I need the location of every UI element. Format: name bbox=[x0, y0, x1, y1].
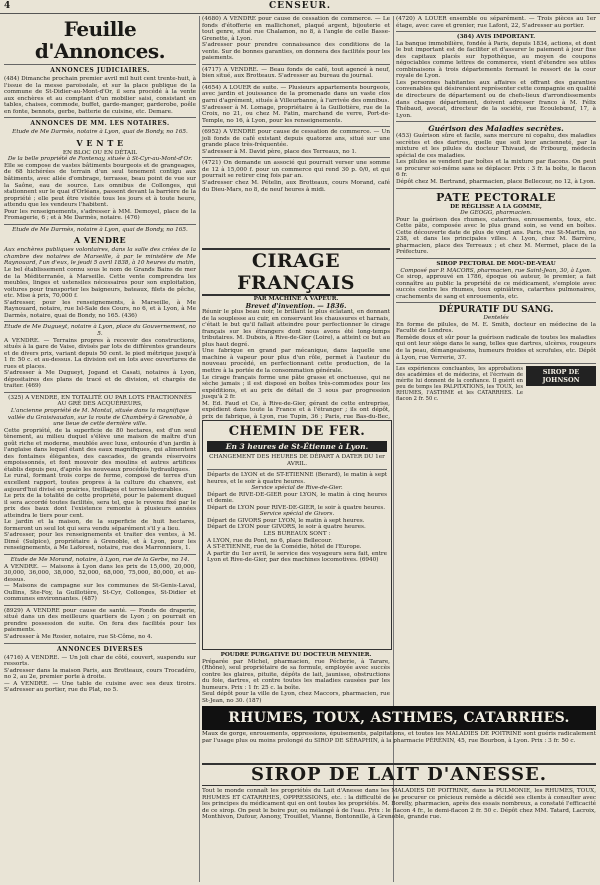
advert-title: SIROP DE LAIT D'ANESSE. bbox=[202, 763, 596, 786]
advert-subtitle: PAR MACHINE A VAPEUR. bbox=[253, 296, 339, 302]
notice: — A VENDRE. — Une table de cuisine avec ses deux tiroirs. S'adresser au portier, rue du Plat, no 5. bbox=[4, 680, 196, 694]
column-middle bbox=[202, 16, 390, 246]
divider bbox=[396, 121, 596, 122]
advert-text: Les expériences concluantes, les approbations des académies et de médecins, et l'écrivain de mérite lui donnent de la confiance. Il guérit en peu de temps les PALPITATIONS, les TOUX, les RHUMES, l'ASTHME et les CATARRHES. Le flacon 2 fr. 50 c. bbox=[396, 366, 523, 403]
divider bbox=[4, 392, 196, 393]
notice: (8929) A VENDRE pour cause de santé. — Fonds de draperie, situé dans un des meilleurs quartiers de Lyon ; on pourrait en prendre possession de suite. On fera des facilités pour les paiements. bbox=[4, 607, 196, 634]
advert-title: DÉPURATIF DU SANG. bbox=[438, 305, 554, 316]
notice: S'adresser, pour les renseignements et traiter des ventes, à M. Dimé (Sulpice), propriétaire à Grenoble, et à Lyon, pour les renseignements, à Me Laforest, notaire, rue des Marronniers, 1. bbox=[4, 532, 196, 552]
divider bbox=[396, 363, 596, 364]
advert-banner: En 3 heures de St-Étienne à Lyon. bbox=[207, 441, 387, 452]
notice: A VENDRE. — Maisons à Lyon dans les prix de 15,000, 20,000, 30,000, 36,000, 38,000, 52,000, 68,000, 75,000, 80,000, et au-dessus. bbox=[4, 563, 196, 583]
divider bbox=[202, 64, 390, 65]
advert-subtitle: De GEOGG, pharmacien. bbox=[460, 210, 532, 217]
schedule-notice: CHANGEMENT DES HEURES DE DÉPART A DATER DU 1er AVRIL. bbox=[209, 454, 385, 467]
column-right bbox=[396, 16, 596, 702]
notary-office: Etude de Me Dugueyt, notaire à Lyon, place du Gouvernement, no 5. bbox=[4, 324, 196, 337]
notary-office: Etude de Me Darmès, notaire à Lyon, quai de Bondy, no 165. bbox=[12, 129, 188, 136]
divider bbox=[396, 258, 596, 259]
notice: A VENDRE. — Terrains propres à recevoir des constructions, situés à la gare de Vaise, divisés par lots de différentes grandeurs et de divers prix, variant depuis 50 cent. le pied métrique jusqu'à 1 fr. 50 c. et au-dessus. La division est en lots avec ouvertures de rues et places. bbox=[4, 337, 196, 370]
divider bbox=[396, 188, 596, 189]
page-header bbox=[0, 0, 600, 14]
advert-text: Maux de gorge, enrouements, oppressions, épuisements, palpitations, et toutes les MALADIES DE POITRINE sont guéris radicalement par l'usage plus ou moins prolongé du SIROP DE SÉRAPHIN, à la pharmacie PÉRÉNIN, 45, rue Bourbon, à Lyon. Prix : 3 fr. 50 c. bbox=[202, 731, 596, 744]
advert-text: Pour la guérison des rhumes, catarrhes, enrouements, toux, etc. Cette pâte, composée avec le plus grand soin, se vend en boîtes. Cette découverte date de plus de vingt ans. Paris, rue St-Martin, no 238, et dans les principales villes. A Lyon, chez M. Barrère, pharmacien, place des Terreaux ; et chez M. Mermet, place de la Préfecture. bbox=[396, 216, 596, 256]
notice: Pour les renseignements, s'adresser à MM. Demoyel, place de la Fromagerie, 6 ; et à Me Darmès, notaire. (476) bbox=[4, 208, 196, 222]
advert-text: Seul dépôt pour la ville de Lyon, chez Maccors, pharmacien, rue St-Jean, no 30. (187) bbox=[202, 691, 390, 704]
notary-office: Etude de Me Morand, notaire, à Lyon, rue de la Gerbe, no 14. bbox=[10, 557, 190, 563]
divider bbox=[4, 605, 196, 606]
notice: S'adresser dans la maison Paris, aux Brotteaux, cours Trocadéro, no 2, au 2e, premier porte à droite. bbox=[4, 667, 196, 681]
notice: (453) Guérison sûre et facile, sans mercure ni copahu, des maladies secrètes et des dartres, quelle que soit leur ancienneté, par la mixture et les pilules du docteur Thivaud, de Fribourg, médecin spécial de ces maladies. bbox=[396, 133, 596, 159]
subheading-notaries: ANNONCES DE MM. LES NOTAIRES. bbox=[30, 120, 170, 128]
advert-text: Ce sirop, approuvé en 1786, époque où auteur, le premier, a fait connaître au public la propriété de ce médicament, s'emploie avec succès contre les rhumes, toux opiniâtres, catarrhes pulmonaires, crachements de sang et enrouements, etc. bbox=[396, 274, 596, 300]
schedule-section: Service spécial de Givors. bbox=[259, 511, 335, 518]
advert-text: Une fabrique en grand par mécanique, dans laquelle une machine à vapeur pour plus d'un rôle, permet à l'auteur du nouveau procédé, en perfectionnant cette production, de la mettre à la portée de la consommation générale. bbox=[202, 348, 390, 375]
poudre-advert bbox=[202, 652, 390, 704]
notice: S'adresser à Me Dugueyt, Jogand et Casati, notaires à Lyon, dépositaires des plans de tracé et de division, et chargés de traiter. (469) bbox=[4, 370, 196, 390]
railway-advert bbox=[202, 420, 392, 650]
divider bbox=[202, 126, 390, 127]
divider bbox=[4, 117, 196, 118]
notice: (4721) On demande un associé qui pourrait verser une somme de 12 à 15,000 f. pour un commerce qui rend 30 p. 0/0, et qui pourrait se retirer cinq fois par an. bbox=[202, 160, 390, 180]
advert-subtitle: Composé par P. MACORS, pharmacien, rue Saint-Jean, 30, à Lyon. bbox=[400, 267, 592, 274]
notice-title: V E N T E bbox=[76, 137, 124, 148]
divider bbox=[4, 643, 196, 644]
divider bbox=[4, 321, 196, 322]
advert-title: POUDRE PURGATIVE DU DOCTEUR MEYNIER. bbox=[220, 652, 372, 658]
notice: Les personnes habitantes aux affaires et offrant des garanties convenables qui désireraient représenter cette compagnie en qualité de directeurs de département ou de chefs-lieux d'arrondissements dans chaque département, doivent adresser franco à M. Félix Thébaud, avocat, directeur de la société, rue Ecoulebœuf, 17, à Lyon. bbox=[396, 79, 596, 119]
divider bbox=[4, 554, 196, 555]
notice: (484) Dimanche prochain premier avril mil huit cent trente-huit, à l'issue de la messe paroissiale, et sur la place publique de la commune de St-Didier-au-Mont-d'Or, il sera procédé à la vente aux enchères et au comptant d'un mobilier saisi, consistant en tables, chaises, commode, buffet, garde-manger, garderobe, poêle en fonte, bennots, gerbe, batterie de cuisine, etc. Demare. bbox=[4, 76, 196, 115]
advert-title: PATE PECTORALE bbox=[436, 190, 556, 204]
rhumes-text bbox=[202, 731, 596, 761]
notice: Elle se compose de vastes bâtiments bourgeois et de grangeages, de 68 hichérées de terrain d'un seul tenement contigu aux bâtiments, avec allée d'ombrage, terrasse, beau point de vue sur la Saône, eau de source. Les omnibus de Collonges, qui stationnent sur le quai d'Orléans, passent devant la barrière de la propriété ; elle peut être visitée tous les jours et à toute heure, attendu que les vendeurs l'habitent. bbox=[4, 162, 196, 209]
advert-title: Guérison des Maladies secrètes. bbox=[428, 124, 564, 134]
notice: (4720) A LOUER ensemble ou séparément. — Trois pièces au 1er étage, avec cave et grenier, rue Lafont, 22, S'adresser au portier. bbox=[396, 16, 596, 29]
page-number: 4 bbox=[4, 1, 11, 11]
advert-title: SIROP PECTORAL DE MOU-DE-VEAU bbox=[436, 260, 556, 267]
newspaper-title: CENSEUR. bbox=[268, 1, 332, 11]
advert-text: Tout le monde connaît les propriétés du Lait d'Anesse dans les MALADIES DE POITRINE, dans la PULMONIE, les RHUMES, TOUX, RHUMES ET CATARRHES, OPPRESSIONS, etc. : la difficulté de se procurer ce précieux remède a décidé ses clients à consulter avec les principes du médicament qui en ont toutes les propriétés. M. Borelly, pharmacien, après des essais nombreux, a constaté l'efficacité de ce sirop. On peut le boire pur, ou mélangé à de l'eau. Prix : le flacon 4 fr., le demi-flacon 2 fr. 50 c. Dépôt chez MM. Tatard, Lacroix, Monthivon, Dufour, Asnony, Trouillet, Vianne, Bontonnille, à Grenoble, grande rue. bbox=[202, 788, 596, 821]
notice: (6952) A VENDRE pour cause de cessation de commerce. — Un joli fonds de café existant depuis quatorze ans, situé sur une grande place très-fréquentée. bbox=[202, 129, 390, 149]
notice-subtitle: EN BLOC OU EN DÉTAIL bbox=[62, 149, 138, 156]
advert-title: RHUMES, TOUX, ASTHMES, CATARRHES. bbox=[228, 710, 570, 726]
section-heading: Feuille d'Annonces. bbox=[34, 17, 166, 63]
notice: S'adresser à M. David père, place des Terreaux, no 1. bbox=[202, 148, 357, 155]
divider bbox=[202, 82, 390, 83]
schedule-line: Départ de GIVORS pour LYON, le matin à sept heures. bbox=[207, 517, 365, 524]
notice-title: (384) AVIS IMPORTANT. bbox=[456, 34, 536, 41]
divider bbox=[207, 469, 387, 470]
notice: Le jardin et la maison, de la superficie de huit hectares, formeront un seul lot qui sera vendu séparément s'il y a lieu. bbox=[4, 519, 196, 532]
rhumes-banner bbox=[202, 706, 596, 730]
schedule-line: Départ de LYON pour GIVORS, le soir à quatre heures. bbox=[207, 524, 366, 531]
notary-office: Etude de Me Darmès, notaire à Lyon, quai de Bondy, no 165. bbox=[12, 226, 188, 233]
schedule-section: Service spécial de Rive-de-Gier. bbox=[251, 485, 343, 492]
schedule-line: Départs de LYON et de ST-ETIENNE (Berard), le matin à sept heures, et le soir à quatre heures. bbox=[207, 472, 387, 485]
advert-text: Préparée par Michel, pharmacien, rue Pécherie, à Tarare, (Rhône), seul propriétaire de sa formule, employée avec succès contre les glaires, pituite, dépôts de lait, jaunisse, obstructions du foie, dartres, et contre toutes les maladies causées par les humeurs. Prix : 1 fr. 25 c. la boîte. bbox=[202, 658, 390, 691]
schedule-line: Départ de RIVE-DE-GIER pour LYON, le matin à cinq heures et demie. bbox=[207, 491, 387, 505]
cirage-advert bbox=[202, 248, 390, 420]
office-line: A LYON, rue du Pont, no 6, place Bellecour. bbox=[207, 537, 333, 544]
advert-title: SIROP DE JOHNSON bbox=[526, 366, 596, 386]
advert-subtitle: DE RÉGLISSE A LA GOMME, bbox=[450, 203, 542, 210]
notice: Dépôt chez M. Bertrand, pharmacien, place Bellecour, no 12, à Lyon. bbox=[396, 179, 596, 186]
notice: S'adresser, pour les renseignements, à Marseille, à Me Raynouard, notaire, rue Isl-Sale des Cours, no 6, et à Lyon, à Me Darmès, notaire, quai de Bondy, no 165. (436) bbox=[4, 299, 196, 319]
subheading-misc: ANNONCES DIVERSES bbox=[56, 645, 144, 653]
divider bbox=[4, 224, 196, 225]
notice: S'adresser à Me Rosier, notaire, rue St-Côme, no 4. bbox=[4, 634, 153, 641]
advert-text: Réunir le plus beau noir, le brillant le plus éclatant, en donnant de la souplesse au cuir, en conservant les chaussures et harnais, c'était le but qu'il fallait atteindre pour perfectionner le cirage français sur les étrangers dont nous avons été long-temps tributaires. M. Dubois, à Rive-de-Gier (Loire), a atteint ce but au plus haut degré. bbox=[202, 309, 390, 348]
notice: S'adresser pour prendre connaissance des conditions de la vente. Sur de bonnes garanties, on donnera des facilités pour les paiements. bbox=[202, 42, 390, 62]
notice: Le prix de la totalité de cette propriété, pour le paiement duquel il sera accordé toutes facilités, sera tel, que le revenu fixé par le prix des baux dont l'existence remonte à plusieurs années atteindra le tiers pour cent. bbox=[4, 493, 196, 519]
notice: Aux enchères publiques volontaires, dans la salle des criées de la chambre des notaires de Marseille, à par le ministère de Me Raynouard, l'un d'eux, le jeudi 5 avril 1838, à 10 heures du matin, bbox=[4, 247, 196, 267]
schedule-line: Départ de LYON pour RIVE-DE-GIER, le soir à quatre heures. bbox=[207, 504, 386, 511]
divider bbox=[396, 31, 596, 32]
notice: Le bel établissement connu sous le nom de Grands Bains de mer de la Méditerranée, à Marseille. Cette vente comprendra les meubles, linges et ustensiles nécessaires pour son exploitation, voitures pour transporter les baigneurs, bateaux, filets de pêche, etc. Mise à prix, 70,000 f. bbox=[4, 267, 196, 300]
advert-title: CIRAGE FRANÇAIS bbox=[202, 248, 390, 296]
advert-text: Remède doux et sûr pour la guérison radicale de toutes les maladies qui ont leur siège dans le sang, telles que dartres, ulcères, rougeurs de la peau, démangeaisons, humeurs froides et scrofules, etc. Dépôt à Lyon, rue Verrerie, 37. bbox=[396, 334, 596, 361]
notice: (4680) A VENDRE pour cause de cessation de commerce. — Le fonds d'étofferie en mallichonet, plaqué argent, bijouterie et tout genre, situé rue Chalamon, no 8, à l'angle de celle Basse-Grenette, à Lyon. bbox=[202, 16, 390, 42]
notice: S'adresser chez M. Pételin, aux Brotteaux, cours Morand, café du Dieu-Mars, no 8, de neuf heures à midi. bbox=[202, 180, 390, 193]
office-line: A ST-ETIENNE, rue de la Comédie, hôtel de l'Europe. bbox=[207, 544, 362, 551]
notice: La banque immobilière, fondée à Paris, depuis 1834, actions, et dont le but important est de faciliter et d'assurer le paiement à jour fixe des capitaux placés sur hypothèque, au moyen de coupons négociables comme lettres de commerce, vient d'étendre ses utiles combinaisons à trois départements formant le ressort de la cour royale de Lyon. bbox=[396, 40, 596, 80]
notice-subtitle: L'ancienne propriété de M. Montal, située dans la magnifique vallée du Graisivaudan, sur la route de Chambéry à Grenoble, à une lieue de cette dernière ville. bbox=[7, 407, 193, 428]
notice: (4717) A VENDRE. — Beau fonds de café, tout agencé à neuf, bien situé, aux Brotteaux. S'adresser au bureau du journal. bbox=[202, 66, 390, 80]
advert-patent: Brevet d'invention. — 1836. bbox=[245, 301, 347, 310]
sirop-anesse-advert bbox=[202, 763, 596, 821]
advert-text: A partir du 1er avril, le service des voyageurs sera fait, entre Lyon et Rive-de-Gier, par des machines locomotives. (6940) bbox=[207, 550, 387, 564]
notice: Cette propriété, de la superficie de 80 hectares, est d'un seul tènement, au milieu duquel s'élève une maison de maître d'un goût riche et moderne, meublée avec luxe, entourée d'un jardin à l'anglaise dans lequel étant des eaux magnifiques, qui alimentent des fontaines élégantes, des cascades, de grands réservoirs empoissonnés, et font mouvoir des moulins et autres artifices établis depuis peu, d'après les nouveaux procédés hydrauliques. bbox=[4, 427, 196, 473]
subheading-judicial: ANNONCES JUDICIAIRES. bbox=[50, 67, 150, 74]
notice: S'adresser à M. Lomage, propriétaire à la Guillotière, rue de la Croix, no 21, ou chez M. Fatin, marchand de verre, Port-de-Temple, no 16, à Lyon, pour les renseignements. bbox=[202, 104, 390, 124]
notice: — Maisons de campagne sur les communes de St-Genis-Laval, Oullins, Ste-Foy, la Guillotière, St-Cyr, Collonges, St-Didier et communes environnantes. (487) bbox=[4, 583, 196, 603]
notice-subtitle: De la belle propriété de Fontenay, située à St-Cyr-au-Mont-d'Or. bbox=[7, 156, 193, 163]
notice: Le rural, formant trois corps de ferme, composé de terres d'un excellent rapport, toutes propres à la culture du chanvre, est aujourd'hui divisé en prairies, treillages et terres labourables. bbox=[4, 473, 196, 493]
divider bbox=[396, 302, 596, 303]
notice: (4654) A LOUER de suite. — Plusieurs appartements bourgeois, avec jardin et jouissance de la promenade dans un vaste clos garni d'agrément, situés à Villeurbanne, à l'arrivée des omnibus. bbox=[202, 84, 390, 105]
schedule-section: LES BUREAUX SONT : bbox=[263, 531, 331, 538]
column-rule bbox=[199, 16, 200, 882]
notice: Les pilules se vendent par boîtes et la mixture par flacons. On peut se procurer soi-même sans se déplacer. Prix : 3 fr. la boîte, le flacon 6 fr. bbox=[396, 159, 596, 179]
advert-subtitle: Dentelés bbox=[483, 315, 509, 322]
notice-title: (325) A VENDRE, EN TOTALITÉ OU PAR LOTS FRACTIONNÉS AU GRÉ DES ACQUÉREURS, bbox=[8, 394, 192, 408]
advert-text: M. Ed. Faud et Ce, à Rive-de-Gier, gérant de cette entreprise, expédient dans toute la France et à l'étranger ; ils ont dépôt, prix de fabrique, à Lyon, rue Tupin, 36 ; Paris, rue Bas-du-Bec, bbox=[202, 400, 390, 420]
advert-text: En forme de pilules, de M. E. Smith, docteur en médecine de la Faculté de Londres. bbox=[396, 321, 596, 335]
divider bbox=[4, 64, 196, 65]
divider bbox=[202, 157, 390, 158]
advert-text: Le cirage français forme une pâte grasse et onctueuse, qui ne sèche jamais ; il est disposé en boîtes très-commodes pour les expéditions, et au prix de détail de 3 sous par progression jusqu'à 2 fr. bbox=[202, 374, 390, 401]
notice: (4716) A VENDRE. — Un joli char de côté, couvert, suspendu sur ressorts. bbox=[4, 654, 196, 668]
advert-title: CHEMIN DE FER. bbox=[228, 424, 366, 439]
notice-title: A VENDRE bbox=[73, 235, 127, 246]
column-left bbox=[4, 16, 196, 882]
